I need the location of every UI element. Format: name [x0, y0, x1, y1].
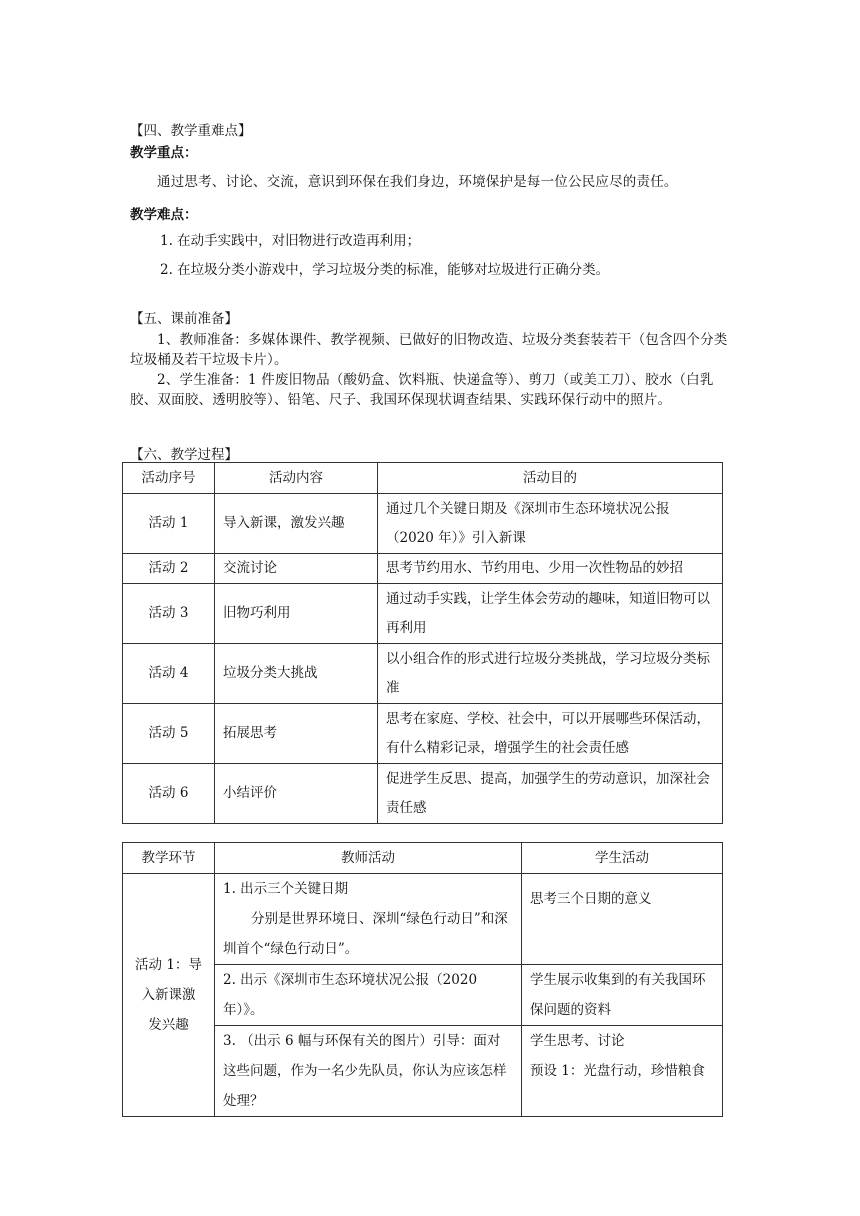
- activity-no: 活动 6: [123, 764, 215, 824]
- teacher-activity-line: 1. 出示三个关键日期: [223, 881, 349, 897]
- process-table: [122, 842, 723, 1117]
- activity-table: [122, 462, 723, 824]
- activity-content: 垃圾分类大挑战: [215, 644, 378, 704]
- section4-heading: 【四、教学重难点】: [130, 123, 252, 139]
- table-row: [123, 644, 723, 704]
- student-activity: [522, 1026, 723, 1117]
- header-activity-goal: 活动目的: [378, 463, 723, 494]
- activity-no: 活动 3: [123, 584, 215, 644]
- table-row: [123, 764, 723, 824]
- student-activity-line: 学生思考、讨论: [530, 1033, 625, 1049]
- activity-content: 小结评价: [215, 764, 378, 824]
- activity-no: 活动 4: [123, 644, 215, 704]
- difficulty-item-2: 2. 在垃圾分类小游戏中，学习垃圾分类的标准，能够对垃圾进行正确分类。: [160, 262, 610, 278]
- activity-goal: 思考在家庭、学校、社会中，可以开展哪些环保活动，有什么精彩记录，增强学生的社会责任感: [378, 704, 723, 764]
- activity-no: 活动 1: [123, 494, 215, 554]
- difficulty-item-1: 1. 在动手实践中，对旧物进行改造再利用；: [160, 233, 421, 249]
- header-activity-content: 活动内容: [215, 463, 378, 494]
- activity-content: 旧物巧利用: [215, 584, 378, 644]
- activity-goal: 促进学生反思、提高，加强学生的劳动意识，加深社会责任感: [378, 764, 723, 824]
- student-activity: 学生展示收集到的有关我国环保问题的资料: [522, 965, 723, 1026]
- activity-goal: 思考节约用水、节约用电、少用一次性物品的妙招: [378, 554, 723, 584]
- teacher-activity-detail: 分别是世界环境日、深圳“绿色行动日”和深圳首个“绿色行动日”。: [223, 911, 508, 957]
- teacher-activity: 2. 出示《深圳市生态环境状况公报（2020 年）》。: [215, 965, 522, 1026]
- key-point-text: 通过思考、讨论、交流，意识到环保在我们身边，环境保护是每一位公民应尽的责任。: [157, 174, 678, 190]
- activity-content: 导入新课，激发兴趣: [215, 494, 378, 554]
- table-header-row: [123, 463, 723, 494]
- table-row: [123, 704, 723, 764]
- header-stage: 教学环节: [123, 843, 215, 874]
- table-row: [123, 554, 723, 584]
- difficulty-label: 教学难点：: [130, 207, 198, 223]
- stage-cell: 活动 1：导入新课激发兴趣: [123, 874, 215, 1117]
- header-teacher-activity: 教师活动: [215, 843, 522, 874]
- teacher-activity: [215, 874, 522, 965]
- activity-no: 活动 5: [123, 704, 215, 764]
- student-prep: 2、学生准备：1 件废旧物品（酸奶盒、饮料瓶、快递盒等）、剪刀（或美工刀）、胶水（白乳胶、双面胶、透明胶等）、铅笔、尺子、我国环保现状调查结果、实践环保行动中的照片。: [130, 372, 714, 408]
- student-activity-preset: 预设 1：光盘行动，珍惜粮食: [530, 1063, 705, 1079]
- table-row: [123, 494, 723, 554]
- activity-goal: 通过几个关键日期及《深圳市生态环境状况公报（2020 年）》引入新课: [378, 494, 723, 554]
- teacher-activity: 3. （出示 6 幅与环保有关的图片）引导：面对这些问题，作为一名少先队员，你认为应该怎样处理？: [215, 1026, 522, 1117]
- activity-content: 拓展思考: [215, 704, 378, 764]
- activity-no: 活动 2: [123, 554, 215, 584]
- header-activity-no: 活动序号: [123, 463, 215, 494]
- table-row: [123, 584, 723, 644]
- student-activity: 思考三个日期的意义: [522, 874, 723, 965]
- activity-content: 交流讨论: [215, 554, 378, 584]
- activity-goal: 通过动手实践，让学生体会劳动的趣味，知道旧物可以再利用: [378, 584, 723, 644]
- header-student-activity: 学生活动: [522, 843, 723, 874]
- table-header-row: [123, 843, 723, 874]
- section5-heading: 【五、课前准备】: [130, 311, 238, 327]
- key-point-label: 教学重点：: [130, 145, 198, 161]
- section6-heading: 【六、教学过程】: [130, 447, 238, 463]
- table-row: [123, 874, 723, 965]
- activity-goal: 以小组合作的形式进行垃圾分类挑战，学习垃圾分类标准: [378, 644, 723, 704]
- teacher-prep: 1、教师准备：多媒体课件、教学视频、已做好的旧物改造、垃圾分类套装若干（包含四个分类垃圾桶及若干垃圾卡片）。: [130, 332, 728, 368]
